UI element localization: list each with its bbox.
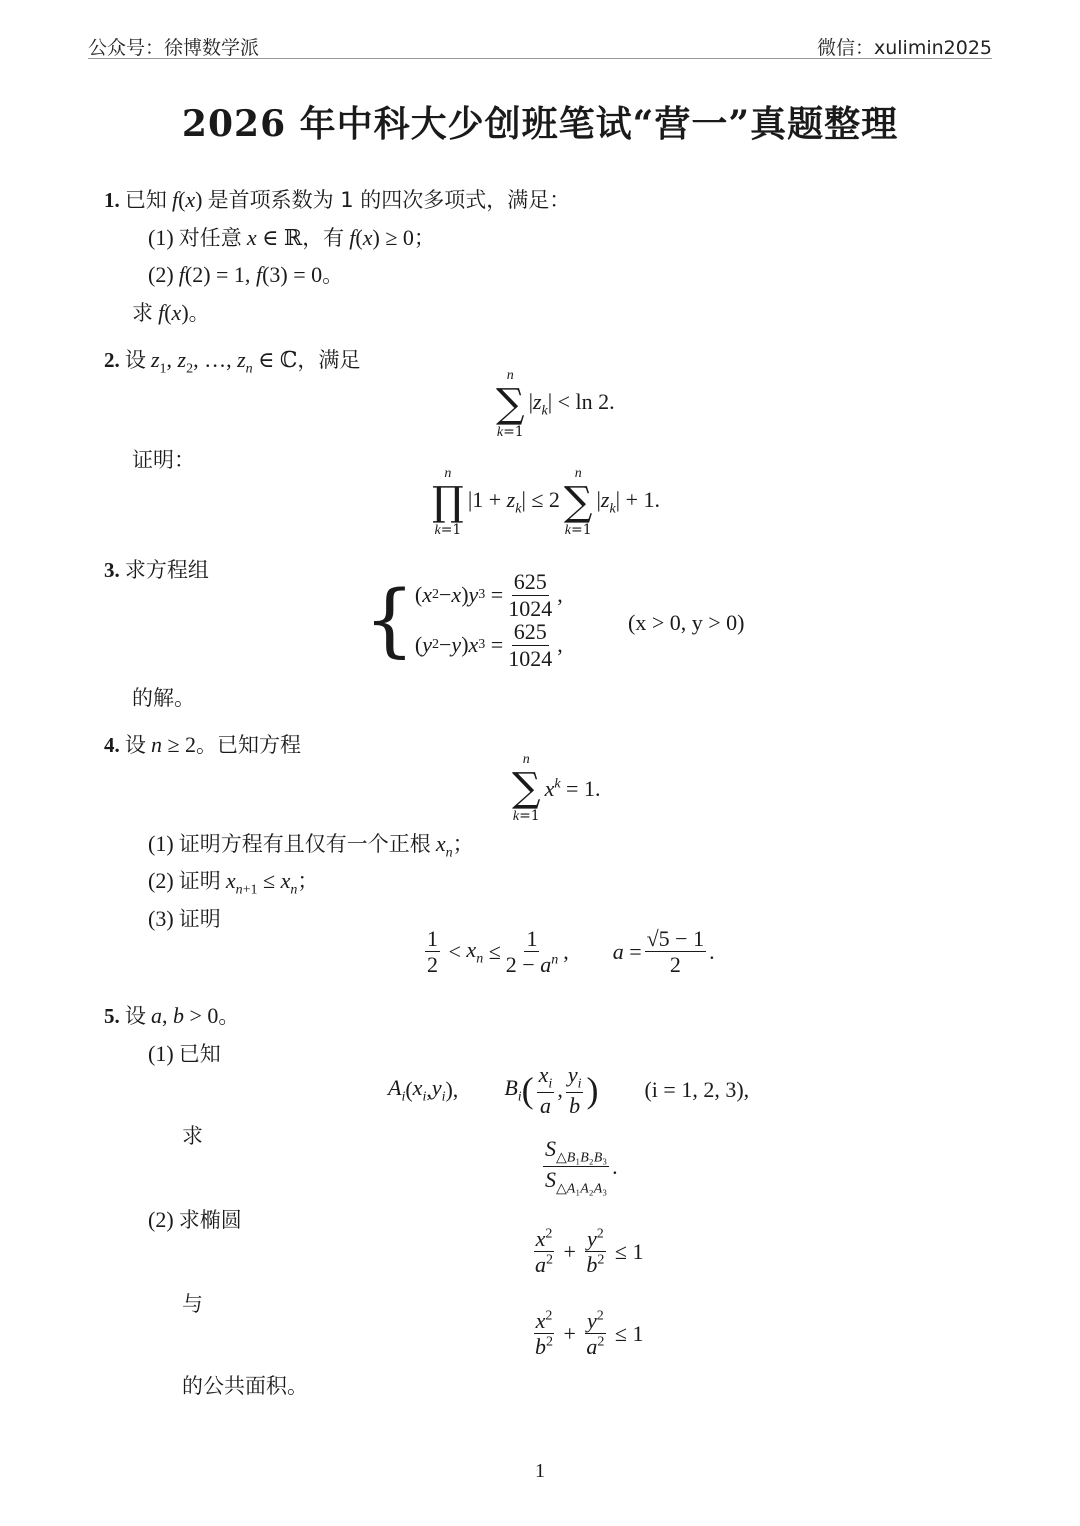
left-brace: {: [364, 573, 415, 666]
ellipse-2: $\frac{x^2}{b^2}$ + $\frac{y^2}{a^2}$ ≤ 1: [535, 1308, 644, 1360]
problem-3-tail: 的解。: [132, 686, 195, 710]
problem-5-part-1: (1) 已知: [148, 1041, 221, 1066]
problem-4-equation: n ∑ k=1 $x^k = 1$.: [512, 752, 601, 824]
problem-5-tail: 的公共面积。: [182, 1374, 308, 1398]
header-account: 公众号：徐博数学派: [88, 37, 260, 59]
problem-5-part-2: (2) 求椭圆: [148, 1207, 242, 1232]
problem-1-question: 求 f(x)。: [132, 300, 210, 325]
problem-4-part-3: (3) 证明: [148, 906, 221, 931]
header-wechat: 微信：xulimin2025: [816, 37, 992, 59]
problem-1-condition-2: (2) f(2) = 1, f(3) = 0。: [148, 262, 344, 287]
ellipse-1: $\frac{x^2}{a^2}$ + $\frac{y^2}{b^2}$ ≤ 1: [535, 1226, 644, 1278]
problem-1-number: 1.: [104, 188, 120, 212]
page-number: 1: [535, 1460, 545, 1482]
problem-5-stem: 5. 设 a, b > 0。: [104, 1003, 240, 1028]
problem-3-stem: 3. 求方程组: [104, 558, 209, 582]
page-title: 2026 年中科大少创班笔试“营一”真题整理: [181, 103, 899, 145]
problem-2-proof-label: 证明：: [132, 448, 195, 472]
problem-3-condition: (x > 0, y > 0): [628, 610, 745, 635]
problem-5-points: $A_i$ ( $x_i$ , $y_i$ ), $B_i$ ( $\frac{x_i}{a}$ , $\frac{y_i}{b}$ ) (i = 1, 2, 3),: [388, 1062, 750, 1119]
problem-4-part-1: (1) 证明方程有且仅有一个正根 $x_n$；: [148, 831, 474, 861]
problem-5-number: 5.: [104, 1004, 120, 1028]
problem-4-stem: 4. 设 n ≥ 2。已知方程: [104, 732, 302, 757]
problem-4-part-2: (2) 证明 $x_{n+1} \le x_n$；: [148, 868, 319, 898]
problem-3-number: 3.: [104, 558, 120, 582]
problem-1-condition-1: (1) 对任意 x ∈ ℝ，有 f(x) ≥ 0；: [148, 225, 435, 250]
problem-2-hypothesis: n ∑ k=1 $|z_k| < \ln 2$.: [496, 368, 615, 440]
problem-5-ask: 求: [182, 1124, 203, 1148]
problem-5-area-ratio: $\frac{S_{\triangle B_1B_2B_3}}{S_{\triangle A_1A_2A_3}}$ .: [545, 1136, 618, 1197]
problem-1-stem: 1. 已知 f(x) 是首项系数为 1 的四次多项式，满足：: [104, 187, 571, 212]
problem-4-number: 4.: [104, 733, 120, 757]
problem-3-system: { ( x 2 − x ) y 3 = $\frac{625}{1024}$ , ( y 2 − y ) x 3 = $\frac{625}{1024}$ ,: [364, 569, 563, 671]
problem-4-bound: $\frac{1}{2}$ < $x_n$ ≤ $\frac{1}{2 - a^n}$ , a = $\frac{√5 - 1}{2}$ .: [427, 926, 715, 978]
problem-2-number: 2.: [104, 348, 120, 372]
header-divider: [88, 58, 992, 59]
problem-2-stem: 2. 设 $z_1$, $z_2$, …, $z_n$ ∈ ℂ，满足: [104, 347, 361, 377]
problem-2-inequality: n ∏ k=1 $|1 + z_k| \le 2$ n ∑ k=1 $|z_k| + 1$.: [432, 466, 660, 538]
problem-5-and: 与: [182, 1292, 203, 1316]
